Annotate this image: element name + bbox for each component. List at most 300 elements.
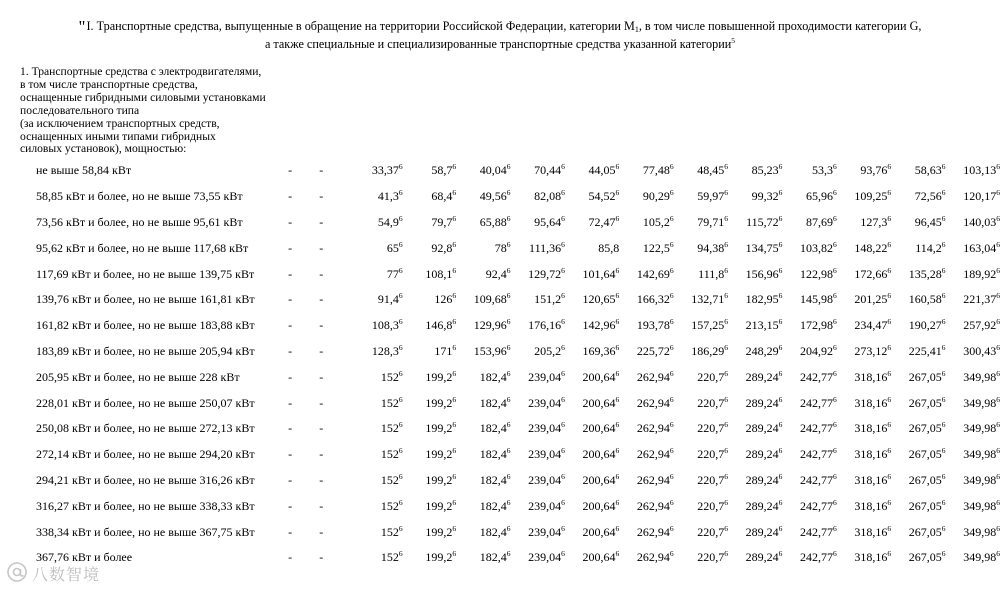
rate-footnote-ref: 6 (452, 188, 457, 198)
rate-value: 220,7 (697, 369, 725, 384)
rate-cell (782, 339, 836, 365)
rate-cell (946, 416, 1000, 442)
rate-cell (674, 210, 728, 236)
rate-cell (565, 261, 619, 287)
rate-value: 134,75 (745, 240, 779, 255)
rate-cell (323, 468, 402, 494)
rate-footnote-ref: 6 (724, 471, 728, 481)
rate-cell (674, 416, 728, 442)
rate-cell (511, 261, 565, 287)
rate-footnote-ref: 6 (887, 523, 892, 533)
rate-cell (782, 442, 836, 468)
rate-cell (403, 442, 456, 468)
rate-value: 129,96 (473, 318, 507, 333)
dash-cell: - (288, 447, 293, 462)
rate-footnote-ref: 6 (996, 188, 1000, 198)
rate-value: 85,8 (598, 240, 620, 255)
rate-value: 349,98 (963, 550, 997, 565)
rate-cell (456, 287, 510, 313)
rate-value: 54,9 (377, 214, 399, 229)
rate-cell (619, 390, 673, 416)
rate-cell (565, 545, 619, 571)
rate-value: 172,98 (800, 318, 833, 333)
rate-footnote-ref: 6 (778, 265, 783, 275)
rate-value: 289,24 (745, 369, 779, 384)
rate-value: 289,24 (745, 550, 779, 565)
rate-footnote-ref: 6 (996, 420, 1000, 430)
rate-value: 318,16 (854, 395, 888, 410)
rate-cell (323, 364, 402, 390)
rate-footnote-ref: 6 (941, 471, 946, 481)
rate-footnote-ref: 6 (452, 368, 457, 378)
rate-cell (891, 287, 945, 313)
rate-value: 99,32 (751, 189, 779, 204)
rate-cell (728, 519, 782, 545)
rate-value: 262,94 (636, 550, 670, 565)
rate-cell (837, 235, 891, 261)
rate-footnote-ref: 6 (669, 446, 674, 456)
rate-value: 152 (380, 421, 399, 436)
rate-value: 349,98 (963, 524, 997, 539)
rate-value: 182,4 (479, 369, 507, 384)
rate-value: 90,29 (642, 189, 670, 204)
rate-footnote-ref: 6 (669, 291, 674, 301)
rate-cell (837, 468, 891, 494)
rate-cell (837, 390, 891, 416)
rate-cell (891, 519, 945, 545)
rate-footnote-ref: 6 (398, 446, 403, 456)
rate-value: 122,98 (800, 266, 833, 281)
rate-cell (511, 158, 565, 184)
rate-footnote-ref: 6 (615, 549, 620, 559)
rate-cell (323, 416, 402, 442)
rate-value: 77,48 (642, 163, 670, 178)
rate-value: 193,78 (636, 318, 670, 333)
rate-footnote-ref: 6 (724, 317, 728, 327)
rate-cell (323, 339, 402, 365)
rate-cell (728, 158, 782, 184)
rate-footnote-ref: 6 (778, 291, 783, 301)
rate-footnote-ref: 6 (452, 162, 457, 172)
rate-value: 103,82 (800, 240, 833, 255)
rate-cell (946, 493, 1000, 519)
rate-footnote-ref: 6 (778, 213, 783, 223)
rate-cell (674, 364, 728, 390)
rate-value: 242,77 (800, 447, 833, 462)
rate-value: 262,94 (636, 369, 670, 384)
rate-value: 79,71 (697, 214, 725, 229)
rate-footnote-ref: 6 (833, 291, 837, 301)
rate-footnote-ref: 6 (452, 446, 457, 456)
rate-value: 200,64 (582, 472, 616, 487)
rate-value: 318,16 (854, 447, 888, 462)
rate-footnote-ref: 6 (778, 317, 783, 327)
rate-cell (674, 235, 728, 261)
rate-value: 105,2 (642, 214, 670, 229)
rate-cell (674, 184, 728, 210)
rate-cell (511, 184, 565, 210)
rate-cell (946, 545, 1000, 571)
rate-cell (511, 235, 565, 261)
rate-footnote-ref: 6 (941, 342, 946, 352)
rate-value: 127,3 (860, 214, 888, 229)
rate-cell (946, 184, 1000, 210)
power-range-label: 117,69 кВт и более, но не выше 139,75 кВт (36, 266, 255, 281)
rate-footnote-ref: 6 (669, 497, 674, 507)
rate-value: 262,94 (636, 421, 670, 436)
rate-footnote-ref: 6 (941, 420, 946, 430)
table-row (36, 184, 1000, 210)
rate-value: 289,24 (745, 498, 779, 513)
rate-footnote-ref: 6 (398, 188, 403, 198)
rate-cell (403, 313, 456, 339)
rate-cell (674, 313, 728, 339)
rate-cell (619, 287, 673, 313)
dash-cell: - (288, 369, 293, 384)
power-range-label: не выше 58,84 кВт (36, 163, 132, 178)
rate-footnote-ref: 6 (724, 549, 728, 559)
rate-value: 262,94 (636, 395, 670, 410)
rate-value: 289,24 (745, 472, 779, 487)
rate-cell (782, 519, 836, 545)
rate-cell (674, 390, 728, 416)
dash-cell: - (288, 421, 293, 436)
rate-value: 111,36 (529, 240, 562, 255)
rate-value: 199,2 (425, 395, 453, 410)
rate-footnote-ref: 6 (506, 368, 511, 378)
rate-cell (782, 184, 836, 210)
rate-footnote-ref: 6 (669, 239, 674, 249)
rate-value: 239,04 (528, 550, 562, 565)
rate-cell (782, 390, 836, 416)
rate-value: 262,94 (636, 524, 670, 539)
rate-cell (323, 519, 402, 545)
rate-footnote-ref: 6 (833, 446, 837, 456)
rate-footnote-ref: 6 (561, 446, 565, 456)
rate-cell (837, 158, 891, 184)
rate-footnote-ref: 6 (669, 471, 674, 481)
rate-cell (728, 493, 782, 519)
rate-cell (323, 493, 402, 519)
rate-cell (946, 210, 1000, 236)
rate-value: 92,8 (431, 240, 453, 255)
rate-footnote-ref: 6 (561, 368, 565, 378)
rate-value: 257,92 (963, 318, 997, 333)
rate-value: 204,92 (800, 343, 833, 358)
rate-value: 262,94 (636, 498, 670, 513)
power-range-label: 228,01 кВт и более, но не выше 250,07 кВт (36, 395, 255, 410)
rate-footnote-ref: 6 (669, 162, 674, 172)
rate-cell (891, 184, 945, 210)
rate-footnote-ref: 6 (398, 213, 403, 223)
rate-footnote-ref: 6 (669, 523, 674, 533)
rate-value: 200,64 (582, 550, 616, 565)
rate-footnote-ref: 6 (724, 291, 728, 301)
rate-footnote-ref: 6 (941, 446, 946, 456)
rate-footnote-ref: 6 (506, 188, 511, 198)
rate-footnote-ref: 6 (887, 291, 892, 301)
rate-footnote-ref: 6 (941, 239, 946, 249)
rate-cell (565, 184, 619, 210)
power-range-label: 338,34 кВт и более, но не выше 367,75 кВт (36, 524, 255, 539)
dash-cell: - (319, 369, 324, 384)
header-line-2-text: а также специальные и специализированные транспортные средства указанной категории (264, 37, 732, 51)
rate-cell (511, 339, 565, 365)
rate-value: 152 (380, 369, 399, 384)
rate-footnote-ref: 6 (615, 446, 620, 456)
rate-cell (456, 442, 510, 468)
rate-footnote-ref: 6 (615, 497, 620, 507)
rate-footnote-ref: 6 (996, 471, 1000, 481)
rate-value: 199,2 (425, 447, 453, 462)
rate-cell (837, 545, 891, 571)
rate-value: 142,96 (582, 318, 616, 333)
dash-cell: - (319, 214, 324, 229)
rate-value: 152 (380, 395, 399, 410)
rate-value: 103,13 (963, 163, 997, 178)
rate-footnote-ref: 6 (669, 213, 674, 223)
rate-value: 145,98 (800, 292, 833, 307)
rate-value: 239,04 (528, 447, 562, 462)
rate-footnote-ref: 6 (996, 342, 1000, 352)
rate-footnote-ref: 6 (778, 342, 783, 352)
rate-value: 59,97 (697, 189, 725, 204)
rate-cell (891, 468, 945, 494)
rate-cell (511, 519, 565, 545)
rate-value: 267,05 (908, 369, 942, 384)
rate-cell (674, 442, 728, 468)
rate-cell (323, 235, 402, 261)
header-category-subscript: 1 (634, 25, 639, 34)
intro-line: 1. Транспортные средства с электродвигателями, (20, 65, 262, 78)
rate-cell (728, 468, 782, 494)
rate-value: 273,12 (854, 343, 888, 358)
rate-value: 44,05 (588, 163, 616, 178)
rate-cell (728, 210, 782, 236)
rate-value: 160,58 (908, 292, 942, 307)
rate-value: 172,66 (854, 266, 888, 281)
table-row (36, 519, 1000, 545)
rate-footnote-ref: 6 (941, 549, 946, 559)
dash-cell: - (288, 266, 293, 281)
rate-value: 349,98 (963, 421, 997, 436)
rate-cell (782, 545, 836, 571)
rate-cell (403, 390, 456, 416)
rate-cell (323, 313, 402, 339)
rate-cell (837, 184, 891, 210)
rate-cell (782, 313, 836, 339)
power-range-label: 316,27 кВт и более, но не выше 338,33 кВт (36, 498, 255, 513)
rate-value: 93,76 (860, 163, 888, 178)
rate-value: 318,16 (854, 498, 888, 513)
rate-cell (619, 339, 673, 365)
rate-cell (403, 235, 456, 261)
rate-cell (565, 339, 619, 365)
rate-cell (946, 364, 1000, 390)
rate-cell (511, 493, 565, 519)
rate-cell (323, 210, 402, 236)
rate-value: 289,24 (745, 524, 779, 539)
rate-cell (403, 468, 456, 494)
intro-line: оснащенных иными типами гибридных (20, 129, 216, 143)
rate-value: 201,25 (854, 292, 888, 307)
rate-cell (619, 468, 673, 494)
rate-value: 176,16 (528, 318, 562, 333)
rate-value: 108,3 (371, 318, 399, 333)
rate-value: 318,16 (854, 524, 888, 539)
table-row (36, 235, 1000, 261)
rate-cell (891, 261, 945, 287)
rate-value: 213,15 (745, 318, 779, 333)
rate-footnote-ref: 6 (724, 368, 728, 378)
rate-value: 77 (386, 266, 399, 281)
power-range-label: 73,56 кВт и более, но не выше 95,61 кВт (36, 214, 243, 229)
rate-footnote-ref: 6 (996, 213, 1000, 223)
rate-cell (619, 493, 673, 519)
rate-cell (323, 287, 402, 313)
table-row (36, 210, 1000, 236)
rate-footnote-ref: 6 (398, 265, 403, 275)
rate-cell (728, 390, 782, 416)
rate-footnote-ref: 6 (452, 471, 457, 481)
rate-cell (891, 390, 945, 416)
rate-value: 115,72 (746, 214, 779, 229)
rate-value: 200,64 (582, 421, 616, 436)
rate-footnote-ref: 6 (669, 394, 674, 404)
rate-footnote-ref: 6 (561, 162, 565, 172)
rate-value: 182,4 (479, 421, 507, 436)
rate-footnote-ref: 6 (778, 446, 783, 456)
rate-footnote-ref: 6 (724, 420, 728, 430)
rate-cell (403, 184, 456, 210)
dash-cell: - (288, 318, 293, 333)
rate-cell (674, 287, 728, 313)
rate-footnote-ref: 6 (778, 497, 783, 507)
rate-value: 200,64 (582, 369, 616, 384)
rate-footnote-ref: 6 (452, 420, 457, 430)
rate-footnote-ref: 6 (887, 265, 892, 275)
rate-value: 78 (494, 240, 507, 255)
rate-value: 199,2 (425, 369, 453, 384)
rate-value: 132,71 (691, 292, 725, 307)
rate-cell (837, 364, 891, 390)
rate-footnote-ref: 6 (506, 420, 511, 430)
rate-cell (674, 261, 728, 287)
rate-cell (837, 313, 891, 339)
rate-footnote-ref: 6 (724, 523, 728, 533)
table-row (36, 545, 1000, 571)
rate-footnote-ref: 6 (724, 213, 728, 223)
rate-footnote-ref: 6 (561, 394, 565, 404)
rate-value: 111,8 (698, 266, 725, 281)
rate-value: 53,3 (812, 163, 833, 178)
rate-footnote-ref: 6 (941, 394, 946, 404)
rate-cell (565, 493, 619, 519)
rate-footnote-ref: 6 (506, 523, 511, 533)
rate-cell (837, 339, 891, 365)
rate-value: 58,63 (914, 163, 942, 178)
rate-value: 242,77 (800, 395, 833, 410)
rate-footnote-ref: 6 (887, 471, 892, 481)
rate-footnote-ref: 6 (778, 162, 783, 172)
rate-value: 220,7 (697, 524, 725, 539)
rate-value: 220,7 (697, 447, 725, 462)
rate-footnote-ref: 6 (833, 368, 837, 378)
rate-footnote-ref: 6 (452, 213, 457, 223)
rate-cell (323, 442, 402, 468)
rate-footnote-ref: 6 (996, 497, 1000, 507)
rate-footnote-ref: 6 (506, 342, 511, 352)
rate-footnote-ref: 6 (669, 342, 674, 352)
rate-footnote-ref: 6 (506, 317, 511, 327)
rate-value: 182,4 (479, 498, 507, 513)
table-row (36, 390, 1000, 416)
rate-footnote-ref: 6 (724, 497, 728, 507)
rate-value: 152 (380, 524, 399, 539)
rate-cell (619, 545, 673, 571)
rate-cell (891, 442, 945, 468)
rate-footnote-ref: 6 (669, 549, 674, 559)
rate-cell (946, 158, 1000, 184)
rate-cell (456, 313, 510, 339)
rate-value: 220,7 (697, 472, 725, 487)
rate-cell (946, 390, 1000, 416)
rate-cell (565, 390, 619, 416)
intro-line: силовых установок), мощностью: (20, 142, 187, 156)
rate-value: 349,98 (963, 395, 997, 410)
rate-value: 200,64 (582, 524, 616, 539)
rate-footnote-ref: 6 (778, 239, 783, 249)
table-row (36, 313, 1000, 339)
rate-value: 267,05 (908, 550, 942, 565)
rate-value: 242,77 (800, 498, 833, 513)
rate-value: 33,37 (371, 163, 399, 178)
rate-footnote-ref: 6 (996, 239, 1000, 249)
rate-cell (619, 442, 673, 468)
rate-footnote-ref: 6 (669, 317, 674, 327)
dash-cell: - (288, 214, 293, 229)
rate-value: 225,72 (636, 343, 670, 358)
rate-cell (782, 493, 836, 519)
table-row (36, 468, 1000, 494)
rate-cell (456, 184, 510, 210)
rate-footnote-ref: 6 (996, 549, 1000, 559)
rate-footnote-ref: 6 (615, 368, 620, 378)
table-row (36, 364, 1000, 390)
rate-cell (456, 364, 510, 390)
rate-value: 120,17 (963, 189, 997, 204)
rate-cell (782, 287, 836, 313)
rate-value: 135,28 (908, 266, 942, 281)
rate-footnote-ref: 6 (941, 265, 946, 275)
rate-cell (674, 158, 728, 184)
rate-footnote-ref: 6 (833, 523, 837, 533)
rate-value: 146,8 (425, 318, 453, 333)
rate-footnote-ref: 6 (724, 342, 728, 352)
rate-cell (728, 339, 782, 365)
intro-paragraph (20, 66, 266, 156)
rate-value: 182,4 (479, 472, 507, 487)
rate-cell (837, 442, 891, 468)
rate-footnote-ref: 6 (724, 394, 728, 404)
rate-cell (728, 261, 782, 287)
rate-cell (946, 468, 1000, 494)
rate-value: 114,2 (915, 240, 942, 255)
rate-value: 109,25 (854, 189, 888, 204)
rate-cell (511, 313, 565, 339)
rate-cell (403, 339, 456, 365)
rate-footnote-ref: 6 (615, 213, 620, 223)
